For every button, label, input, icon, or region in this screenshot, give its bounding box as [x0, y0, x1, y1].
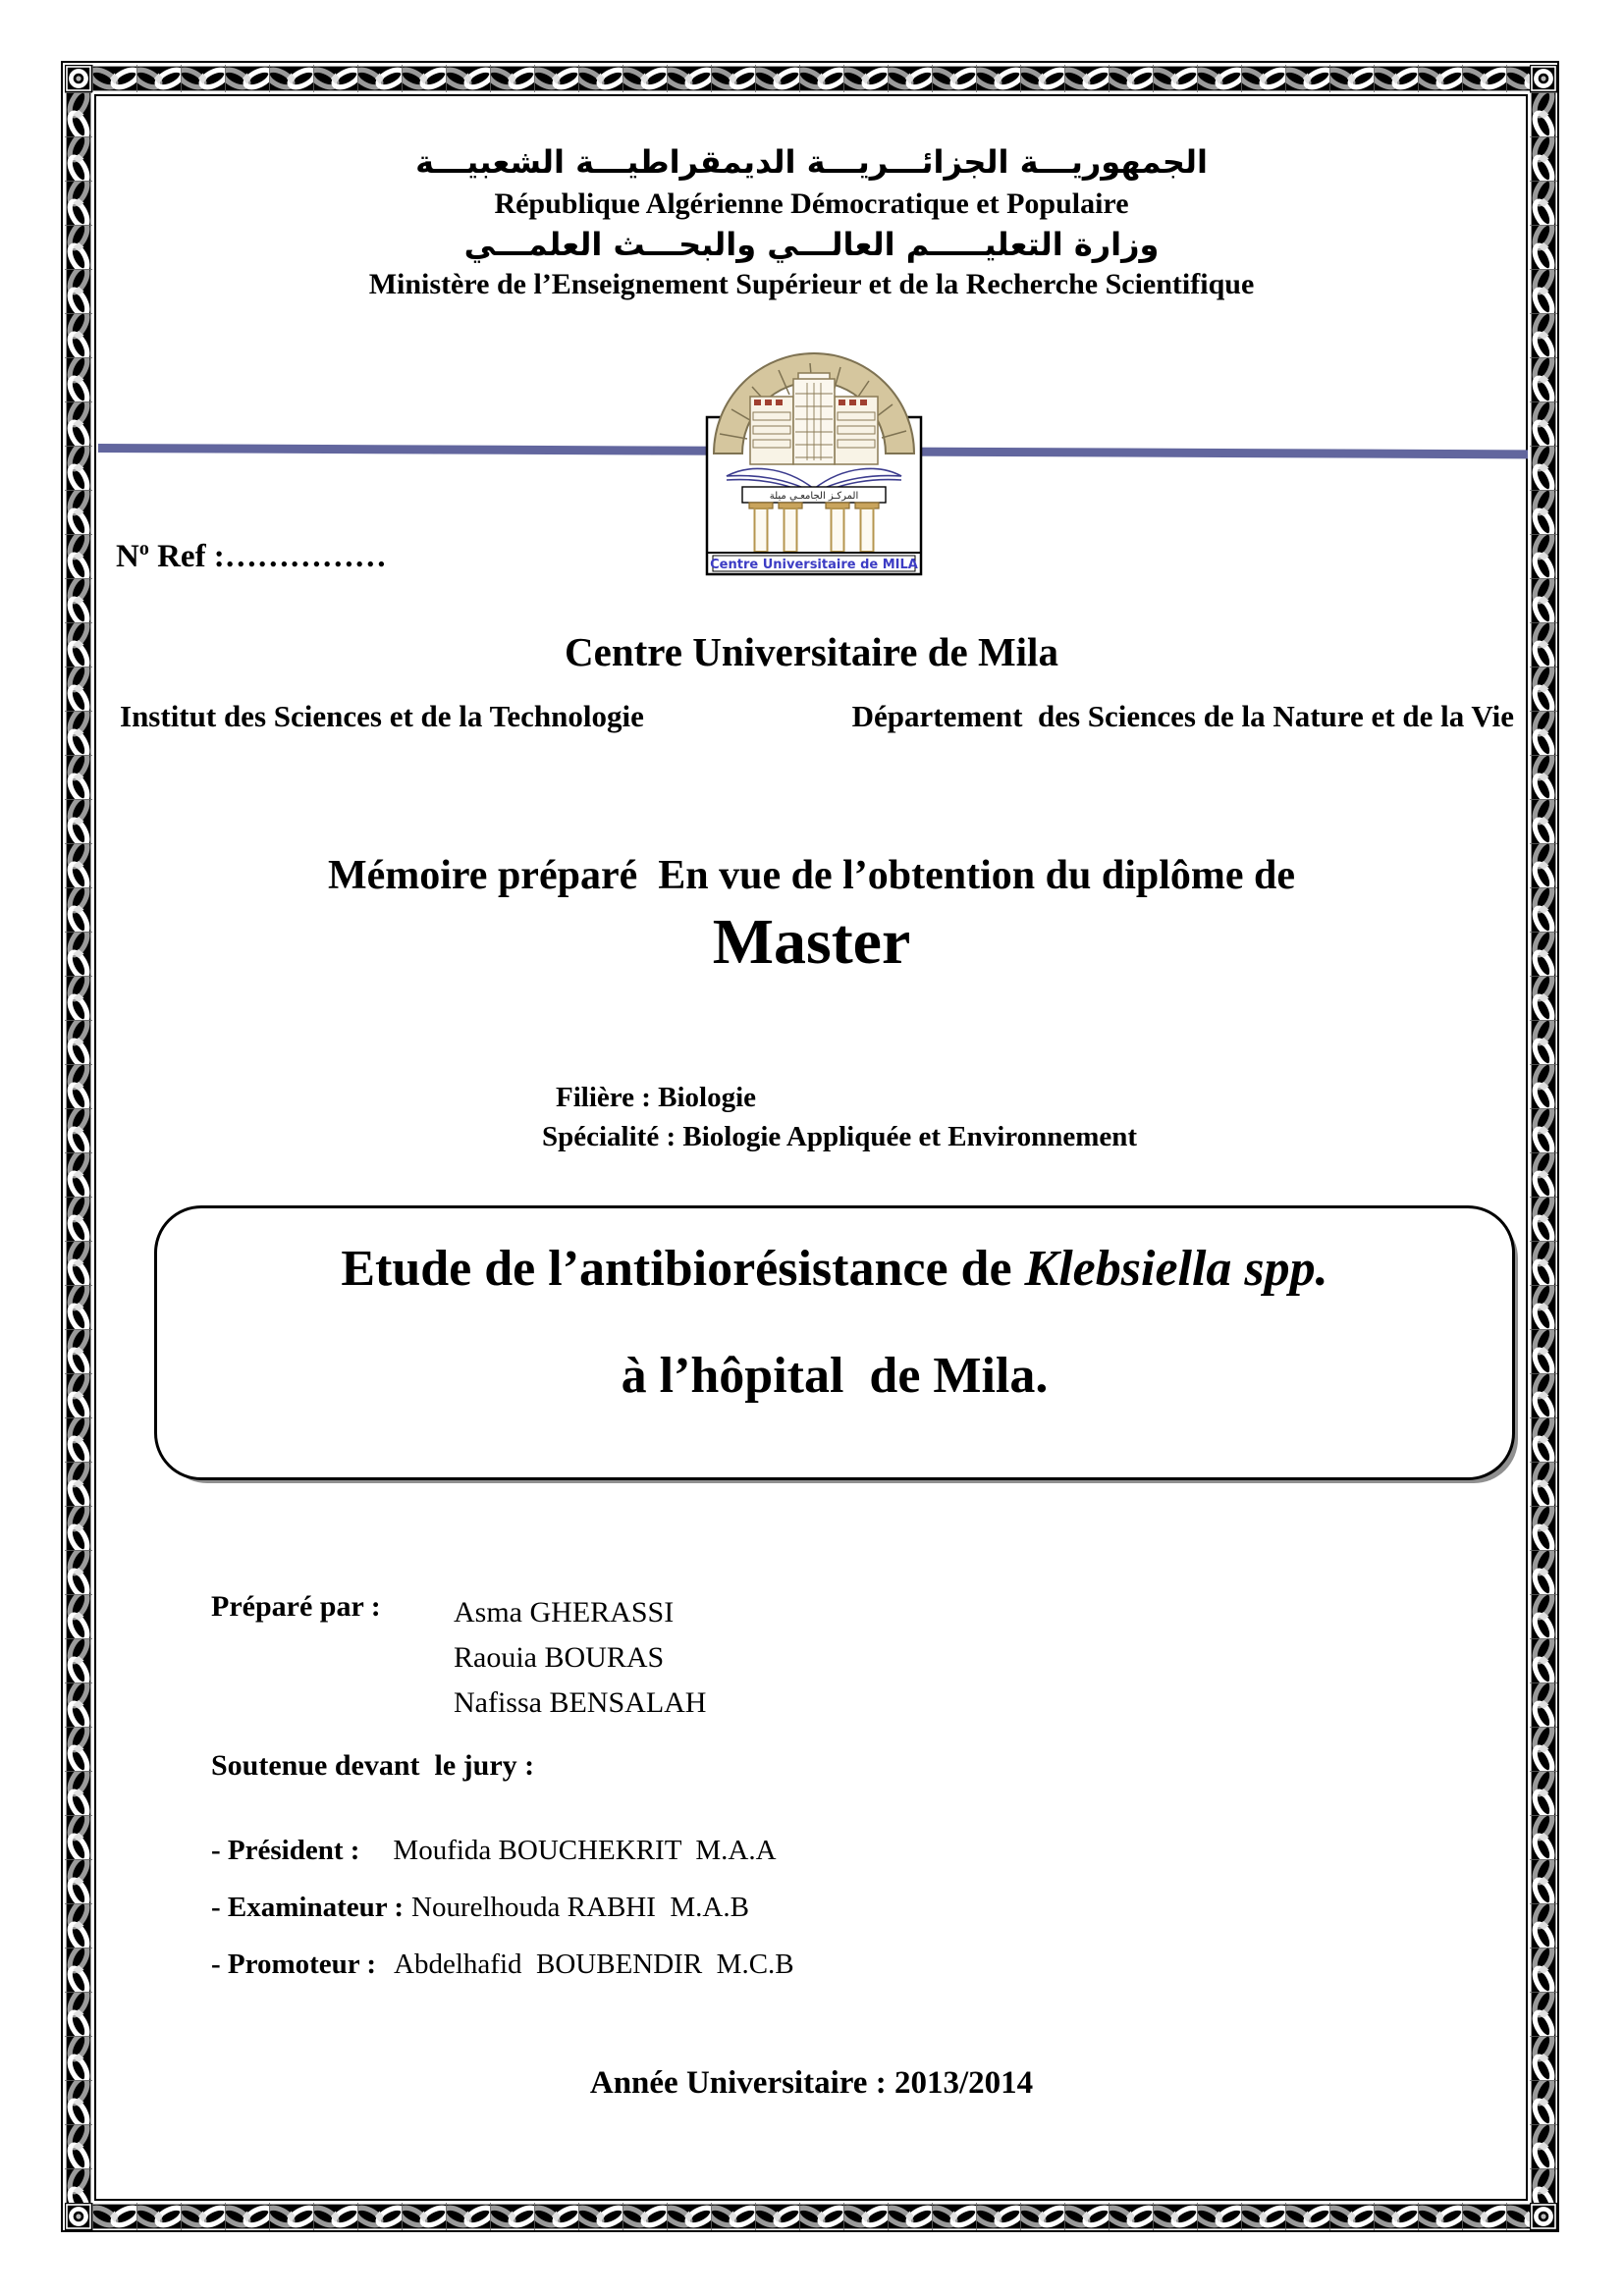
jury-member-name: Nourelhouda RABHI M.A.B [411, 1892, 749, 1923]
frame-band-bottom [92, 2203, 1530, 2230]
french-republic-line: République Algérienne Démocratique et Populaire [494, 187, 1129, 220]
academic-year: Année Universitaire : 2013/2014 [589, 2065, 1034, 2101]
ref-n: N [116, 539, 139, 574]
frame-corner-ring-icon [1530, 2203, 1557, 2230]
institute-name: Institut des Sciences et de la Technologie [120, 699, 644, 733]
frame-band-top [92, 65, 1530, 92]
speciality-line: Spécialité : Biologie Appliquée et Environnement [542, 1121, 1138, 1152]
jury-member-name: Moufida BOUCHEKRIT M.A.A [393, 1835, 777, 1866]
author-name: Asma GHERASSI [454, 1596, 675, 1629]
jury-row [211, 1936, 794, 1993]
author-name: Raouia BOURAS [454, 1641, 665, 1674]
logo-arabic-banner: المركـز الجامعـي ميلة [769, 491, 859, 502]
state-header [95, 139, 1528, 304]
ref-sup: o [138, 538, 149, 560]
thesis-title-italic: Klebsiella spp. [1024, 1241, 1328, 1297]
arabic-ministry-line: وزارة التعليـــــم العالـــي والبحـــث العلمـــي [463, 226, 1160, 263]
frame-corner-ring-icon [1530, 65, 1557, 92]
frame-band-left [65, 92, 92, 2203]
french-ministry-line: Ministère de l’Enseignement Supérieur et de la Recherche Scientifique [368, 268, 1255, 300]
frame-corner-ring-icon [65, 65, 92, 92]
institute-department-row [95, 699, 1528, 734]
jury-role: - Examinateur : [211, 1892, 405, 1923]
arabic-republic-line: الجمهوريـــة الجزائـــريـــة الديمقراطيـــة الشعبيـــة [415, 143, 1208, 181]
ref-dots: Ref :…………… [148, 539, 387, 574]
degree-intro: Mémoire préparé En vue de l’obtention du diplôme de [327, 853, 1296, 898]
jury-member-name: Abdelhafid BOUBENDIR M.C.B [394, 1949, 794, 1980]
author-list [454, 1590, 706, 1726]
thesis-title-line2: à l’hôpital de Mila. [621, 1348, 1049, 1404]
logo-caption: Centre Universitaire de MILA [710, 558, 918, 572]
thesis-title-box [154, 1205, 1515, 1480]
frame-band-right [1530, 92, 1557, 2203]
reference-number-line [116, 538, 387, 575]
thesis-title-regular: Etude de l’antibiorésistance de [341, 1241, 1025, 1297]
degree-title: Master [712, 906, 911, 978]
jury-row [211, 1822, 794, 1879]
jury-row [211, 1879, 794, 1936]
frame-corner-ring-icon [65, 2203, 92, 2230]
jury-role: - Président : [211, 1835, 360, 1866]
department-name: Département des Sciences de la Nature et de la Vie [851, 699, 1514, 733]
university-logo [687, 340, 941, 581]
author-name: Nafissa BENSALAH [454, 1686, 707, 1719]
jury-list [211, 1822, 794, 1993]
university-name: Centre Universitaire de Mila [565, 629, 1058, 674]
jury-heading: Soutenue devant le jury : [211, 1749, 535, 1782]
jury-role: - Promoteur : [211, 1949, 377, 1980]
thesis-title-line1 [157, 1240, 1512, 1298]
prepared-by-label: Préparé par : [211, 1590, 381, 1623]
field-speciality-block [542, 1078, 1137, 1156]
field-line: Filière : Biologie [556, 1082, 757, 1113]
